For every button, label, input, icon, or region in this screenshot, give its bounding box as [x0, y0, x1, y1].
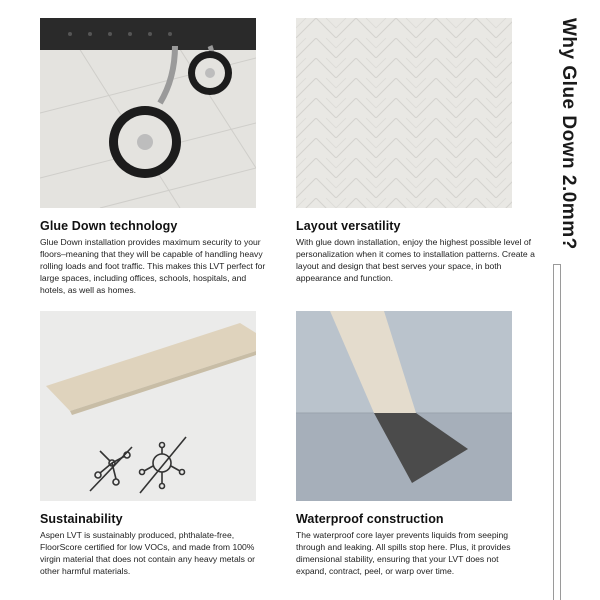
- card-body-layout: With glue down installation, enjoy the highest possible level of personalization when it comes to installation patterns. Create a layout and design that best serves your space, in both appearance and function.: [296, 237, 535, 283]
- side-divider: [553, 264, 561, 600]
- card-body-sustainability: Aspen LVT is sustainably produced, phthalate-free, FloorScore certified for low VOCs, and made from 100% virgin material that does not contain any heavy metals or other harmful materials.: [40, 530, 255, 576]
- card-title-layout: Layout versatility: [296, 219, 401, 233]
- card-body-waterproof: The waterproof core layer prevents liquids from seeping through and leaking. All spills stop here. Plus, it provides dimensional stability, ensuring that your LVT does not expand, contract, peel, or warp over time.: [296, 530, 511, 576]
- side-title: Why Glue Down 2.0mm?: [558, 18, 579, 250]
- cart-on-floor-image: [40, 18, 256, 208]
- card-title-glue-down: Glue Down technology: [40, 219, 178, 233]
- plank-sustainability-image: [40, 311, 256, 501]
- card-title-sustainability: Sustainability: [40, 512, 123, 526]
- card-body-glue-down: Glue Down installation provides maximum security to your floors–meaning that they will be capable of handling heavy rolling loads and foot traffic. This makes this LVT perfect for large spaces, including offices, schools, hospitals, and hotels, as well as homes.: [40, 237, 266, 295]
- herringbone-floor-image: [296, 18, 512, 208]
- card-title-waterproof: Waterproof construction: [296, 512, 444, 526]
- waterproof-plank-image: [296, 311, 512, 501]
